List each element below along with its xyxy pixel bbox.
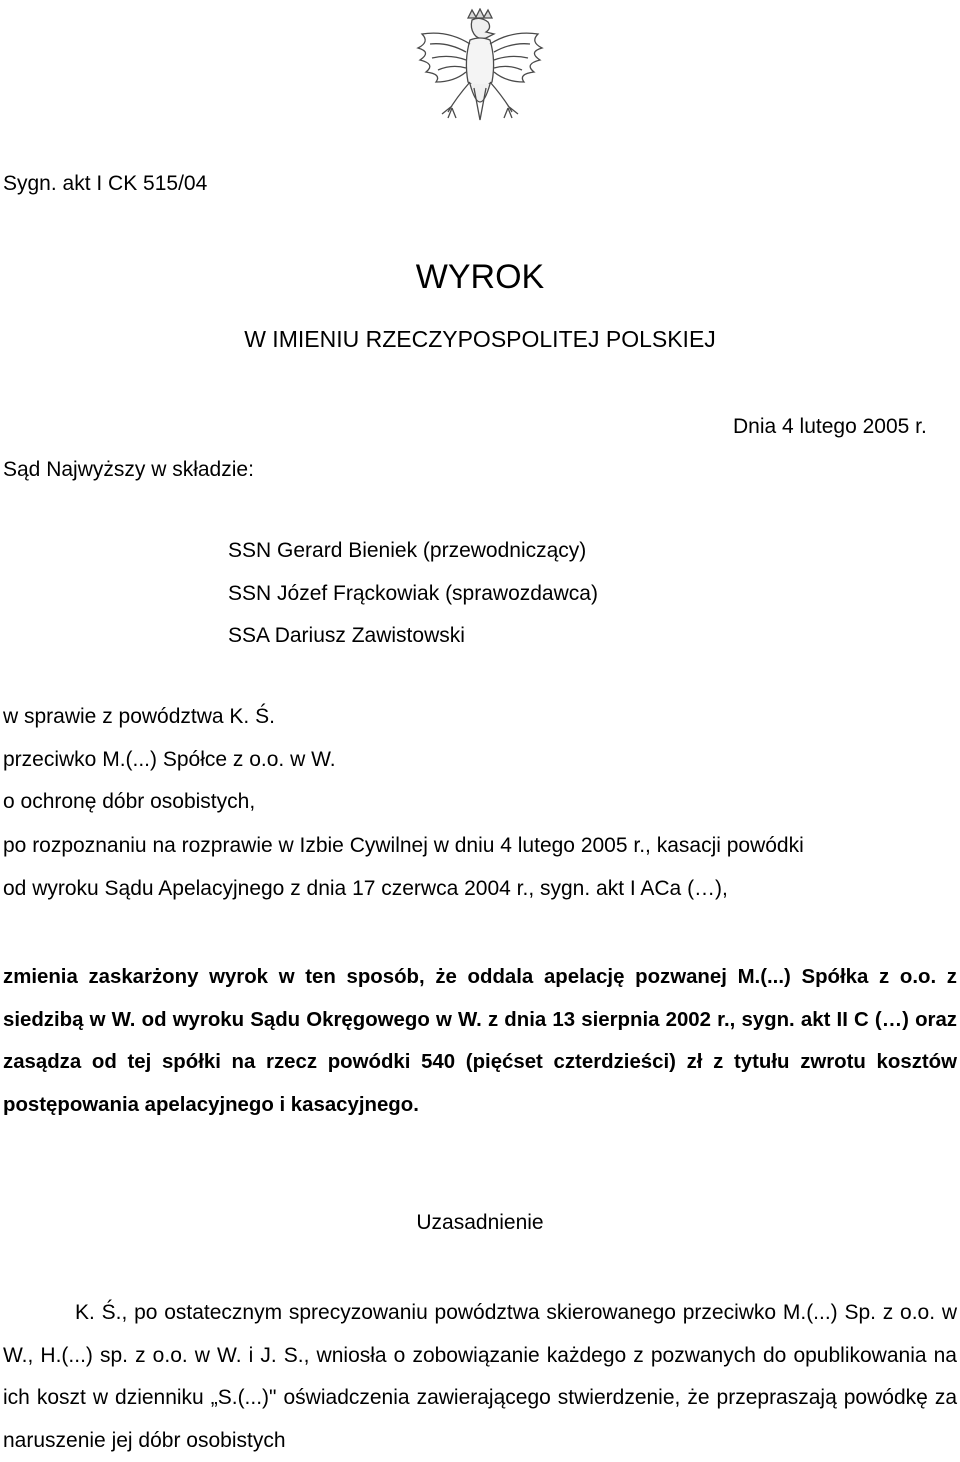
case-line: w sprawie z powództwa K. Ś. bbox=[3, 705, 275, 728]
case-line: po rozpoznaniu na rozprawie w Izbie Cywilnej w dniu 4 lutego 2005 r., kasacji powódki bbox=[3, 834, 804, 857]
verdict-text: zmienia zaskarżony wyrok w ten sposób, że oddala apelację pozwanej M.(...) Spółka z o.o. z siedzibą w W. od wyroku Sądu Okręgowego w W. z dnia 13 sierpnia 2002 r., sygn. akt II C (…) oraz zasądza od tej spółki na rzecz powódki 540 (pięćset czterdzieści) zł z tytułu zwrotu kosztów postępowania apelacyjnego i kasacyjnego. bbox=[3, 966, 957, 1117]
court-composition-label: Sąd Najwyższy w składzie: bbox=[3, 458, 254, 481]
case-line: o ochronę dóbr osobistych, bbox=[3, 790, 256, 813]
judge-rapporteur: SSN Józef Frąckowiak (sprawozdawca) bbox=[228, 582, 598, 605]
polish-eagle-emblem bbox=[408, 8, 552, 154]
case-line: od wyroku Sądu Apelacyjnego z dnia 17 czerwca 2004 r., sygn. akt I ACa (…), bbox=[3, 877, 728, 900]
document-subtitle: W IMIENIU RZECZYPOSPOLITEJ POLSKIEJ bbox=[244, 326, 716, 352]
justification-text: K. Ś., po ostatecznym sprecyzowaniu powództwa skierowanego przeciwko M.(...) Sp. z o.o. w W., H.(...) sp. z o.o. w W. i J. S., wniosła o zobowiązanie każdego z pozwanych do opublikowania na ich koszt w dzienniku „S.(...)" oświadczenia zawierającego stwierdzenie, że przepraszają powódkę za naruszenie jej dóbr osobistych bbox=[3, 1301, 957, 1452]
judge-member: SSA Dariusz Zawistowski bbox=[228, 624, 465, 647]
justification-heading: Uzasadnienie bbox=[416, 1211, 544, 1234]
document-title: WYROK bbox=[415, 258, 545, 296]
case-number: Sygn. akt I CK 515/04 bbox=[3, 172, 208, 195]
judge-presiding: SSN Gerard Bieniek (przewodniczący) bbox=[228, 539, 587, 562]
verdict-date: Dnia 4 lutego 2005 r. bbox=[733, 415, 927, 438]
case-line: przeciwko M.(...) Spółce z o.o. w W. bbox=[3, 748, 336, 771]
